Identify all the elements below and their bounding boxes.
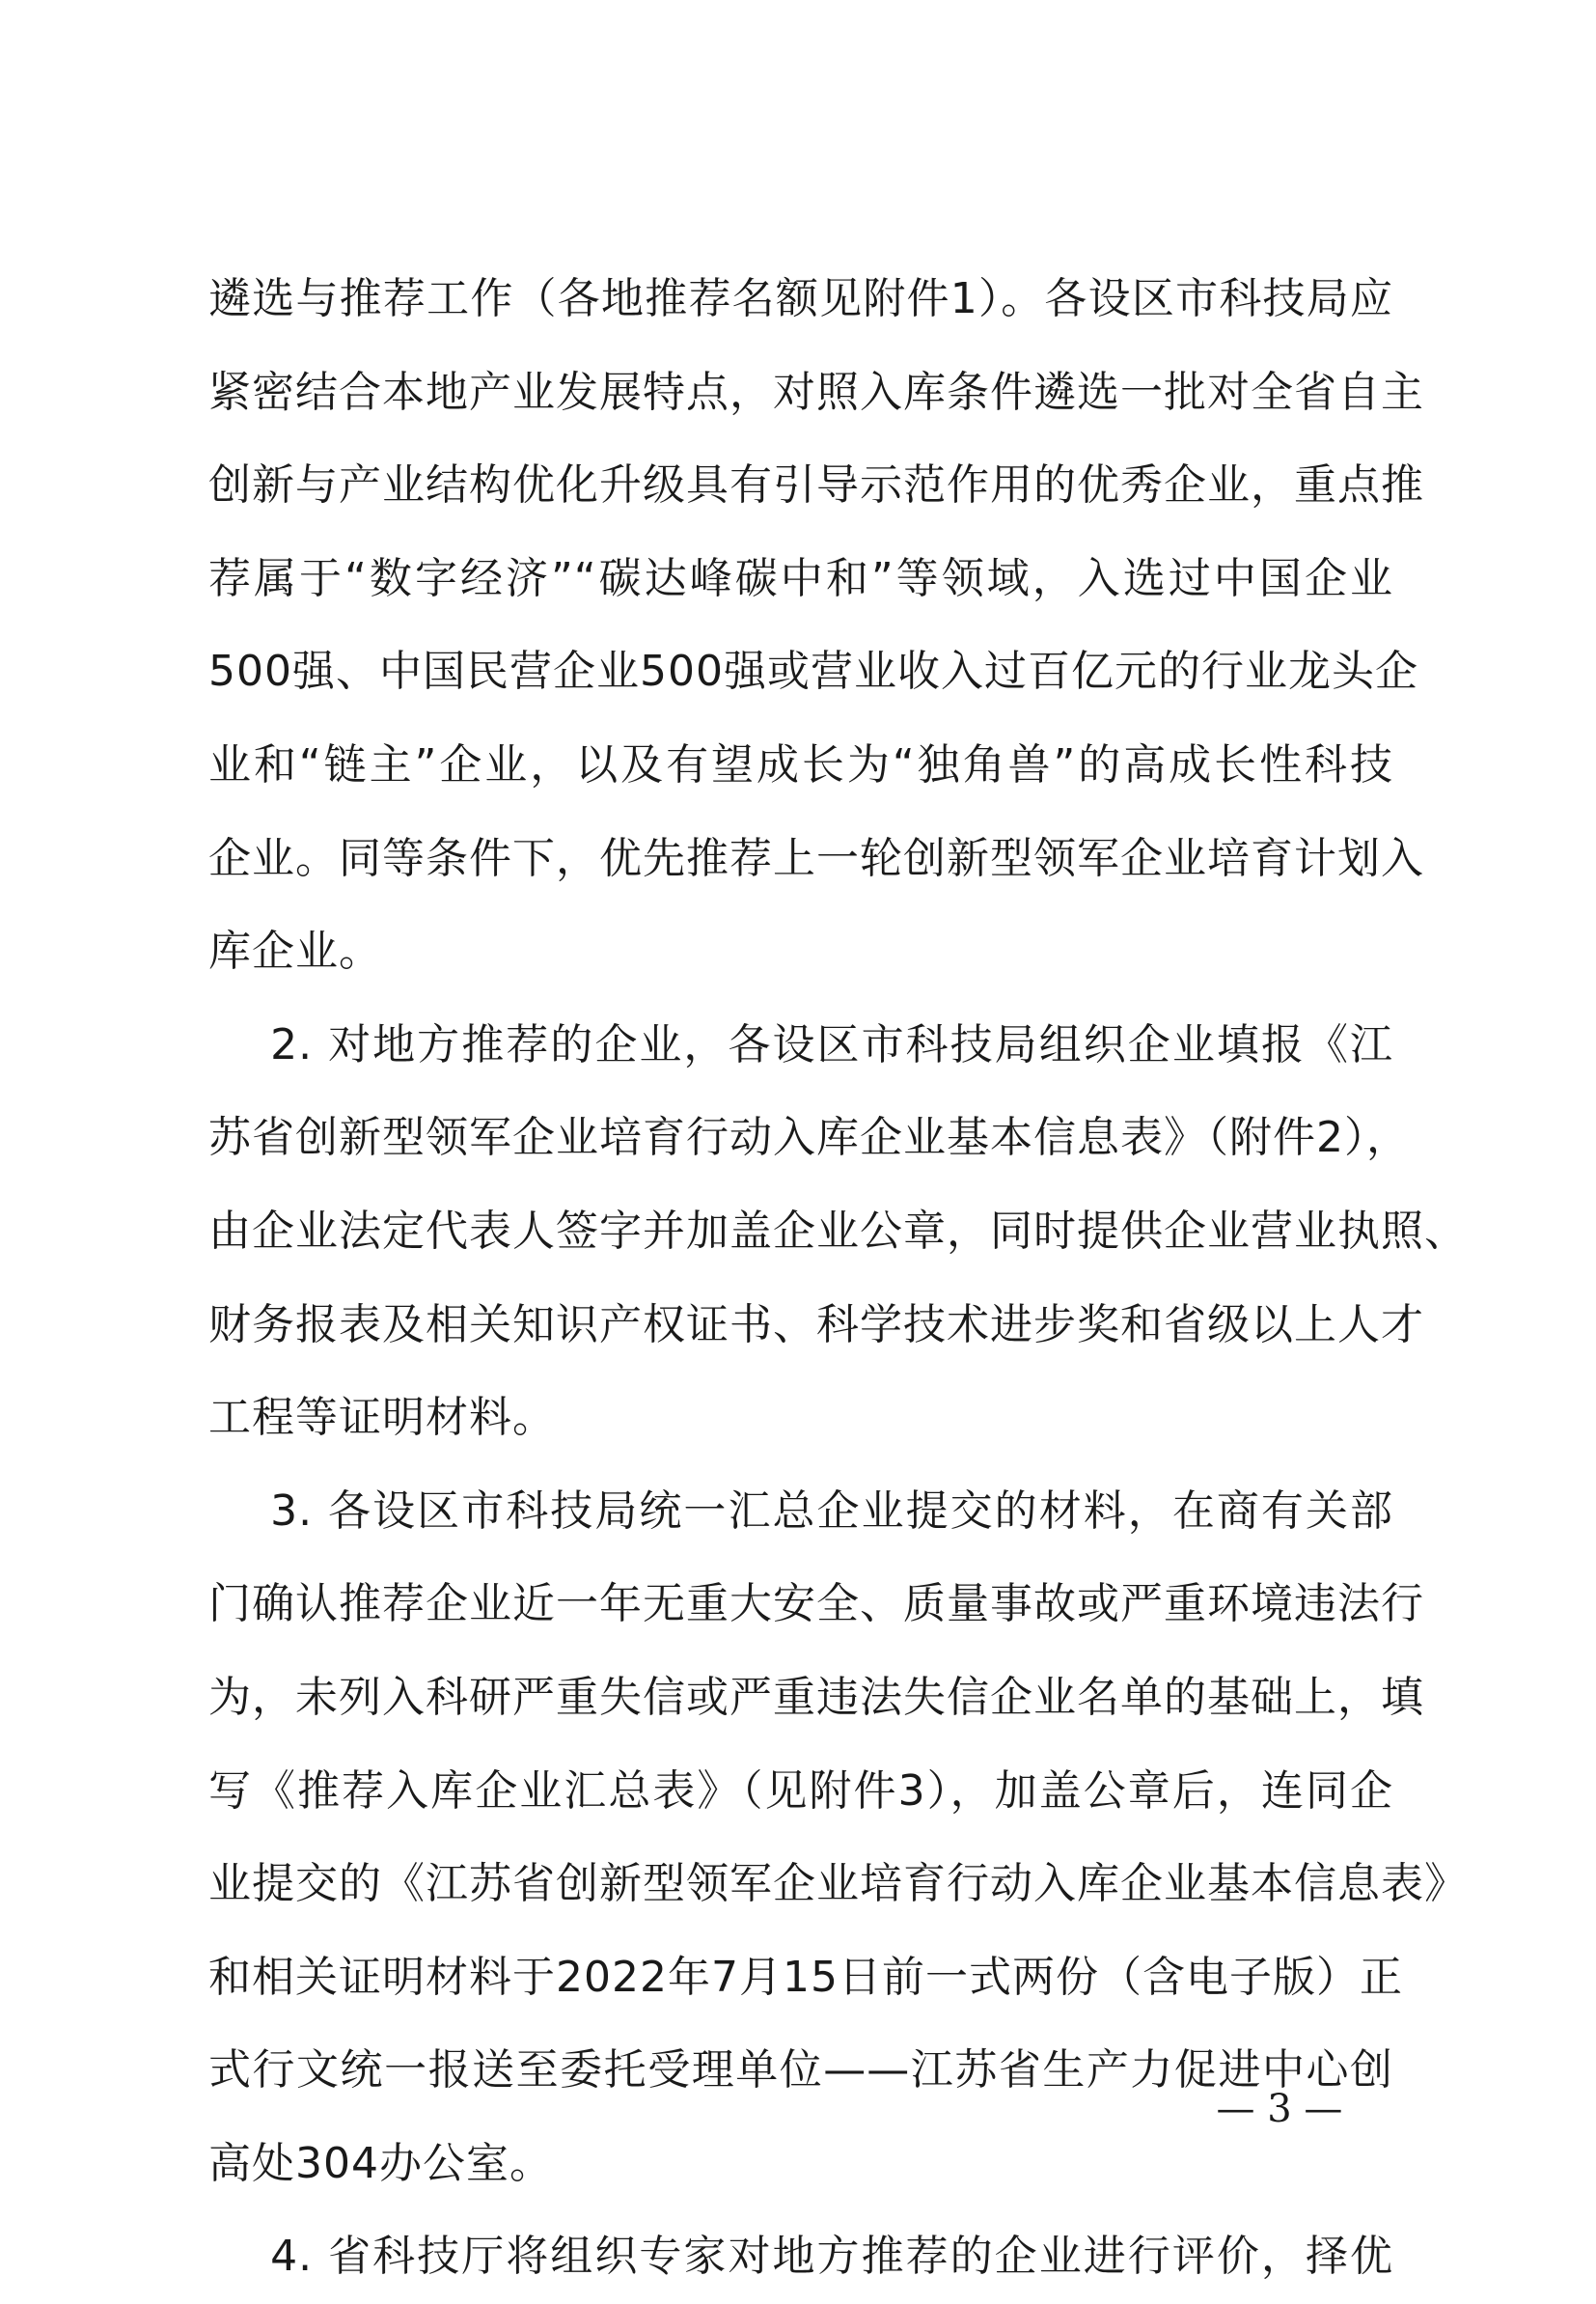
text-line: 和相关证明材料于2022年7月15日前一式两份（含电子版）正: [208, 1952, 1403, 2002]
text-line: 紧密结合本地产业发展特点，对照入库条件遴选一批对全省自主: [208, 367, 1424, 417]
text-line: 苏省创新型领军企业培育行动入库企业基本信息表》（附件2），: [208, 1113, 1410, 1163]
text-line: 500强、中国民营企业500强或营业收入过百亿元的行业龙头企: [208, 647, 1418, 697]
text-line: 2. 对地方推荐的企业，各设区市科技局组织企业填报《江: [208, 1019, 1393, 1069]
text-line: 业提交的《江苏省创新型领军企业培育行动入库企业基本信息表》: [208, 1859, 1468, 1909]
text-line: 业和“链主”企业，以及有望成长为“独角兽”的高成长性科技: [208, 739, 1393, 790]
text-line: 4. 省科技厅将组织专家对地方推荐的企业进行评价，择优: [208, 2232, 1393, 2282]
text-line: 为，未列入科研严重失信或严重违法失信企业名单的基础上，填: [208, 1672, 1424, 1722]
text-line: 式行文统一报送至委托受理单位——江苏省生产力促进中心创: [208, 2045, 1393, 2096]
text-line: 3. 各设区市科技局统一汇总企业提交的材料，在商有关部: [208, 1485, 1393, 1536]
text-line: 工程等证明材料。: [208, 1393, 556, 1443]
page-number: — 3 —: [1216, 2087, 1343, 2131]
text-line: 由企业法定代表人签字并加盖企业公章，同时提供企业营业执照、: [208, 1206, 1468, 1256]
text-line: 遴选与推荐工作（各地推荐名额见附件1）。各设区市科技局应: [208, 274, 1393, 323]
text-line: 写《推荐入库企业汇总表》（见附件3），加盖公章后，连同企: [208, 1765, 1393, 1816]
text-line: 高处304办公室。: [208, 2138, 553, 2188]
text-line: 财务报表及相关知识产权证书、科学技术进步奖和省级以上人才: [208, 1299, 1424, 1349]
body-text: [208, 253, 1468, 2304]
paragraph-item-2: [208, 999, 1468, 1465]
text-line: 门确认推荐企业近一年无重大安全、质量事故或严重环境违法行: [208, 1579, 1424, 1629]
text-line: 荐属于“数字经济”“碳达峰碳中和”等领域，入选过中国企业: [208, 553, 1393, 603]
text-line: 企业。同等条件下，优先推荐上一轮创新型领军企业培育计划入: [208, 833, 1424, 883]
text-line: 创新与产业结构优化升级具有引导示范作用的优秀企业，重点推: [208, 460, 1424, 511]
paragraph-selection-recommendation: [208, 253, 1424, 999]
text-line: 库企业。: [208, 927, 382, 977]
